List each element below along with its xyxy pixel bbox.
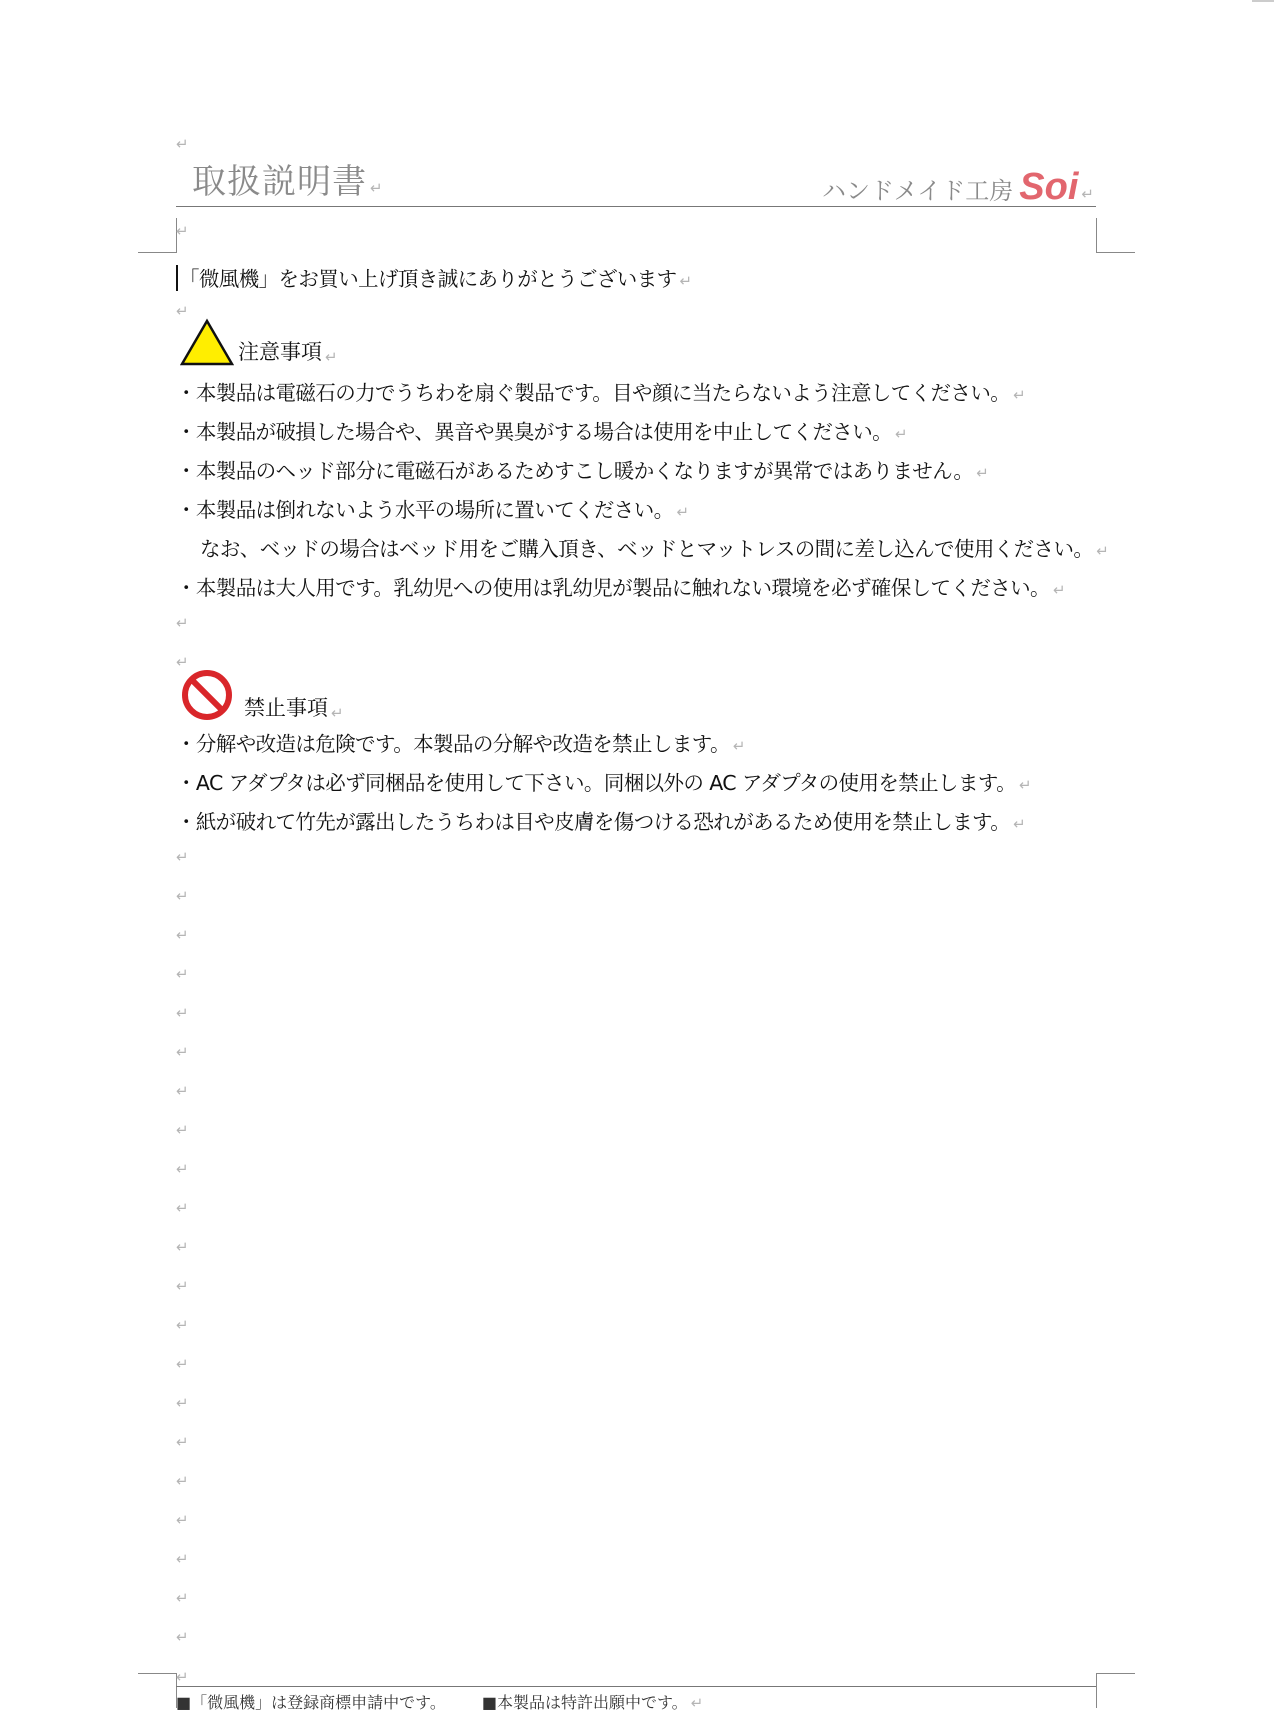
- paragraph-mark: ↵: [1096, 542, 1109, 560]
- caution-item-text: ・本製品は大人用です。乳幼児への使用は乳幼児が製品に触れない環境を必ず確保してください。: [176, 576, 1050, 600]
- prohibited-item-text: ・AC アダプタは必ず同梱品を使用して下さい。同梱以外の AC アダプタの使用を禁止します。: [176, 771, 1017, 795]
- paragraph-mark: ↵: [676, 503, 689, 521]
- margin-corner-top-left: [138, 218, 177, 253]
- caution-item[interactable]: [176, 454, 988, 484]
- paragraph-mark: ↵: [176, 1238, 189, 1256]
- caution-item[interactable]: [176, 571, 1065, 601]
- paragraph-mark: ↵: [331, 704, 344, 722]
- margin-corner-top-right: [1096, 218, 1135, 253]
- header-subtitle: ハンドメイド工房: [822, 177, 1014, 205]
- caution-item-text: ・本製品は電磁石の力でうちわを扇ぐ製品です。目や顔に当たらないよう注意してください。: [176, 381, 1011, 405]
- margin-corner-bottom-left: [138, 1673, 177, 1708]
- paragraph-mark: ↵: [176, 848, 189, 866]
- paragraph-mark: ↵: [176, 1472, 189, 1490]
- footer-patent-note: ■本製品は特許出願中です。: [481, 1693, 688, 1712]
- paragraph-mark: ↵: [176, 1668, 189, 1686]
- paragraph-mark: ↵: [1081, 185, 1094, 203]
- prohibited-item[interactable]: [176, 805, 1025, 835]
- caution-item-text: ・本製品が破損した場合や、異音や異臭がする場合は使用を中止してください。: [176, 420, 892, 444]
- paragraph-mark: ↵: [176, 1082, 189, 1100]
- paragraph-mark: ↵: [176, 1160, 189, 1178]
- paragraph-mark: ↵: [176, 1004, 189, 1022]
- paragraph-mark: ↵: [732, 737, 745, 755]
- paragraph-mark: ↵: [176, 1394, 189, 1412]
- prohibited-item[interactable]: [176, 727, 745, 757]
- paragraph-mark: ↵: [1013, 815, 1026, 833]
- paragraph-mark: ↵: [176, 1199, 189, 1217]
- paragraph-mark: ↵: [176, 302, 189, 320]
- paragraph-mark: ↵: [1052, 581, 1065, 599]
- document-header[interactable]: [176, 150, 1096, 207]
- caution-item[interactable]: [176, 415, 907, 445]
- scroll-indicator: [1252, 0, 1274, 2]
- document-footer[interactable]: [176, 1686, 1096, 1713]
- paragraph-mark: ↵: [176, 1277, 189, 1295]
- prohibited-item-text: ・紙が破れて竹先が露出したうちわは目や皮膚を傷つける恐れがあるため使用を禁止します。: [176, 810, 1011, 834]
- paragraph-mark: ↵: [176, 887, 189, 905]
- header-brand-block: [822, 166, 1094, 209]
- paragraph-mark: ↵: [176, 1316, 189, 1334]
- paragraph-mark: ↵: [176, 614, 189, 632]
- paragraph-mark: ↵: [176, 1043, 189, 1061]
- paragraph-mark: ↵: [176, 1550, 189, 1568]
- paragraph-mark: ↵: [895, 425, 907, 443]
- paragraph-mark: ↵: [976, 464, 989, 482]
- paragraph-mark: ↵: [370, 179, 384, 197]
- intro-line[interactable]: [176, 262, 691, 292]
- warning-triangle-icon: [180, 318, 234, 366]
- paragraph-mark: ↵: [176, 135, 189, 153]
- header-title-text: 取扱説明書: [192, 162, 367, 202]
- caution-item-text: ・本製品は倒れないよう水平の場所に置いてください。: [176, 498, 674, 522]
- prohibited-item-text: ・分解や改造は危険です。本製品の分解や改造を禁止します。: [176, 732, 730, 756]
- prohibited-title: 禁止事項: [244, 696, 328, 720]
- paragraph-mark: ↵: [325, 348, 338, 366]
- caution-item[interactable]: [200, 532, 1108, 562]
- paragraph-mark: ↵: [690, 1694, 704, 1712]
- footer-trademark-note: ■「微風機」は登録商標申請中です。: [176, 1693, 446, 1712]
- paragraph-mark: ↵: [176, 1433, 189, 1451]
- brand-logo: Soi: [1019, 166, 1079, 208]
- caution-item-text: なお、ベッドの場合はベッド用をご購入頂き、ベッドとマットレスの間に差し込んで使用ください。: [200, 537, 1094, 561]
- paragraph-mark: ↵: [176, 653, 189, 671]
- text-cursor: [176, 265, 178, 291]
- paragraph-mark: ↵: [176, 1628, 189, 1646]
- prohibited-item[interactable]: [176, 766, 1031, 796]
- header-title: [192, 154, 384, 203]
- paragraph-mark: ↵: [176, 222, 189, 240]
- prohibited-heading[interactable]: [180, 668, 344, 722]
- paragraph-mark: ↵: [176, 926, 189, 944]
- caution-item[interactable]: [176, 376, 1025, 406]
- paragraph-mark: ↵: [176, 1589, 189, 1607]
- paragraph-mark: ↵: [1019, 776, 1031, 794]
- caution-item-text: ・本製品のヘッド部分に電磁石があるためすこし暖かくなりますが異常ではありません。: [176, 459, 974, 483]
- prohibited-icon: [180, 668, 234, 722]
- intro-text: 「微風機」をお買い上げ頂き誠にありがとうございます: [179, 267, 677, 291]
- paragraph-mark: ↵: [176, 1121, 189, 1139]
- caution-heading[interactable]: [180, 318, 338, 366]
- caution-item[interactable]: [176, 493, 688, 523]
- paragraph-mark: ↵: [679, 272, 692, 290]
- margin-corner-bottom-right: [1096, 1673, 1135, 1708]
- paragraph-mark: ↵: [176, 1511, 189, 1529]
- paragraph-mark: ↵: [176, 965, 189, 983]
- paragraph-mark: ↵: [1013, 386, 1026, 404]
- paragraph-mark: ↵: [176, 1355, 189, 1373]
- caution-title: 注意事項: [238, 340, 322, 364]
